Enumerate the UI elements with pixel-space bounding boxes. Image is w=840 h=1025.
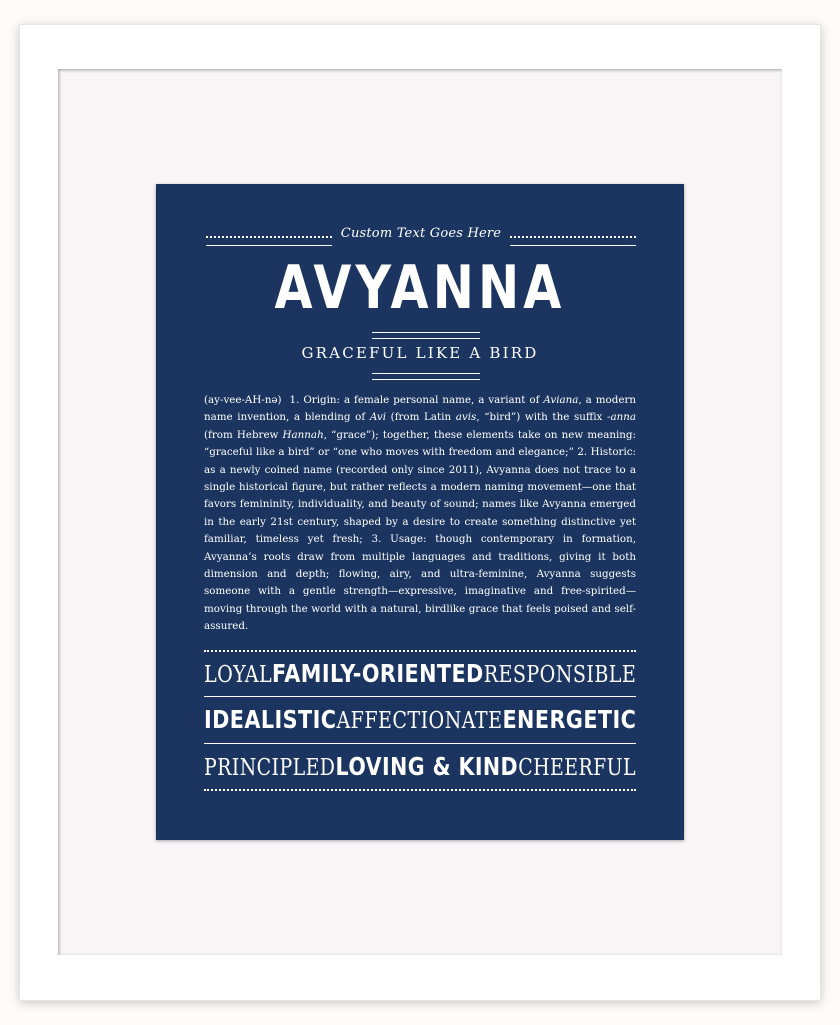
trait-loyal: LOYAL xyxy=(204,662,273,688)
trait-row-3 xyxy=(204,749,636,785)
trait-row-1 xyxy=(204,656,636,692)
name-print xyxy=(156,184,684,840)
pronunciation: (ay-vee-AH-nə) xyxy=(204,394,282,406)
definition-text-2: , a modern name invention, a blending of xyxy=(204,394,636,424)
trait-principled: PRINCIPLED xyxy=(204,755,336,781)
tagline-row xyxy=(206,226,636,246)
name-definition xyxy=(204,392,636,636)
trait-idealistic: IDEALISTIC xyxy=(204,705,337,734)
definition-italic-3: avis xyxy=(455,411,477,424)
trait-divider-2 xyxy=(204,743,636,744)
trait-divider-1 xyxy=(204,696,636,697)
custom-text: Custom Text Goes Here xyxy=(340,226,502,241)
double-rule-top xyxy=(372,332,480,339)
definition-italic-5: Hannah xyxy=(282,428,324,441)
definition-italic-2: Avi xyxy=(369,411,386,424)
trait-affectionate: AFFECTIONATE xyxy=(336,708,503,734)
trait-energetic: ENERGETIC xyxy=(502,705,637,734)
definition-text-1: 1. Origin: a female personal name, a variant of xyxy=(289,394,544,406)
definition-text-6: , “grace”); together, these elements take on new meaning: “graceful like a bird” or “one who moves with freedom and elegance;” 2. Historic: as a newly coined name (recorded only since 2011), Avyanna does not trace to a single historical figure, but rather reflects a modern naming movement—one that favors femininity, individuality, and beauty of sound; names like Avyanna emerged in the early 21st century, shaped by a desire to create something distinctive yet familiar, timeless yet fresh; 3. Usage: though contemporary in formation, Avyanna’s roots draw from multiple languages and traditions, giving it both dimension and depth; flowing, airy, and ultra-feminine, Avyanna suggests someone with a gentle strength—expressive, imaginative and free-spirited—moving through the world with a natural, birdlike grace that feels poised and self-assured. xyxy=(204,428,636,633)
definition-italic-1: Aviana xyxy=(543,394,579,406)
trait-loving-kind: LOVING & KIND xyxy=(335,752,519,781)
mat-board xyxy=(58,69,782,955)
name-title: AVYANNA xyxy=(274,253,566,323)
definition-text-3: (from Latin xyxy=(386,411,456,424)
trait-family-oriented: FAMILY-ORIENTED xyxy=(272,659,484,688)
trait-cheerful: CHEERFUL xyxy=(518,755,636,781)
name-meaning: GRACEFUL LIKE A BIRD xyxy=(301,344,539,362)
trait-row-2 xyxy=(204,702,636,738)
dotted-divider-right xyxy=(510,236,636,246)
picture-frame xyxy=(20,25,820,1000)
definition-text-4: , “bird”) with the suffix xyxy=(476,411,607,424)
definition-italic-4: -anna xyxy=(606,411,637,424)
dotted-divider-traits-top xyxy=(204,650,636,652)
double-rule-bottom xyxy=(372,373,480,380)
dotted-divider-traits-bottom xyxy=(204,789,636,791)
definition-text-5: (from Hebrew xyxy=(204,428,283,441)
trait-responsible: RESPONSIBLE xyxy=(483,662,637,688)
